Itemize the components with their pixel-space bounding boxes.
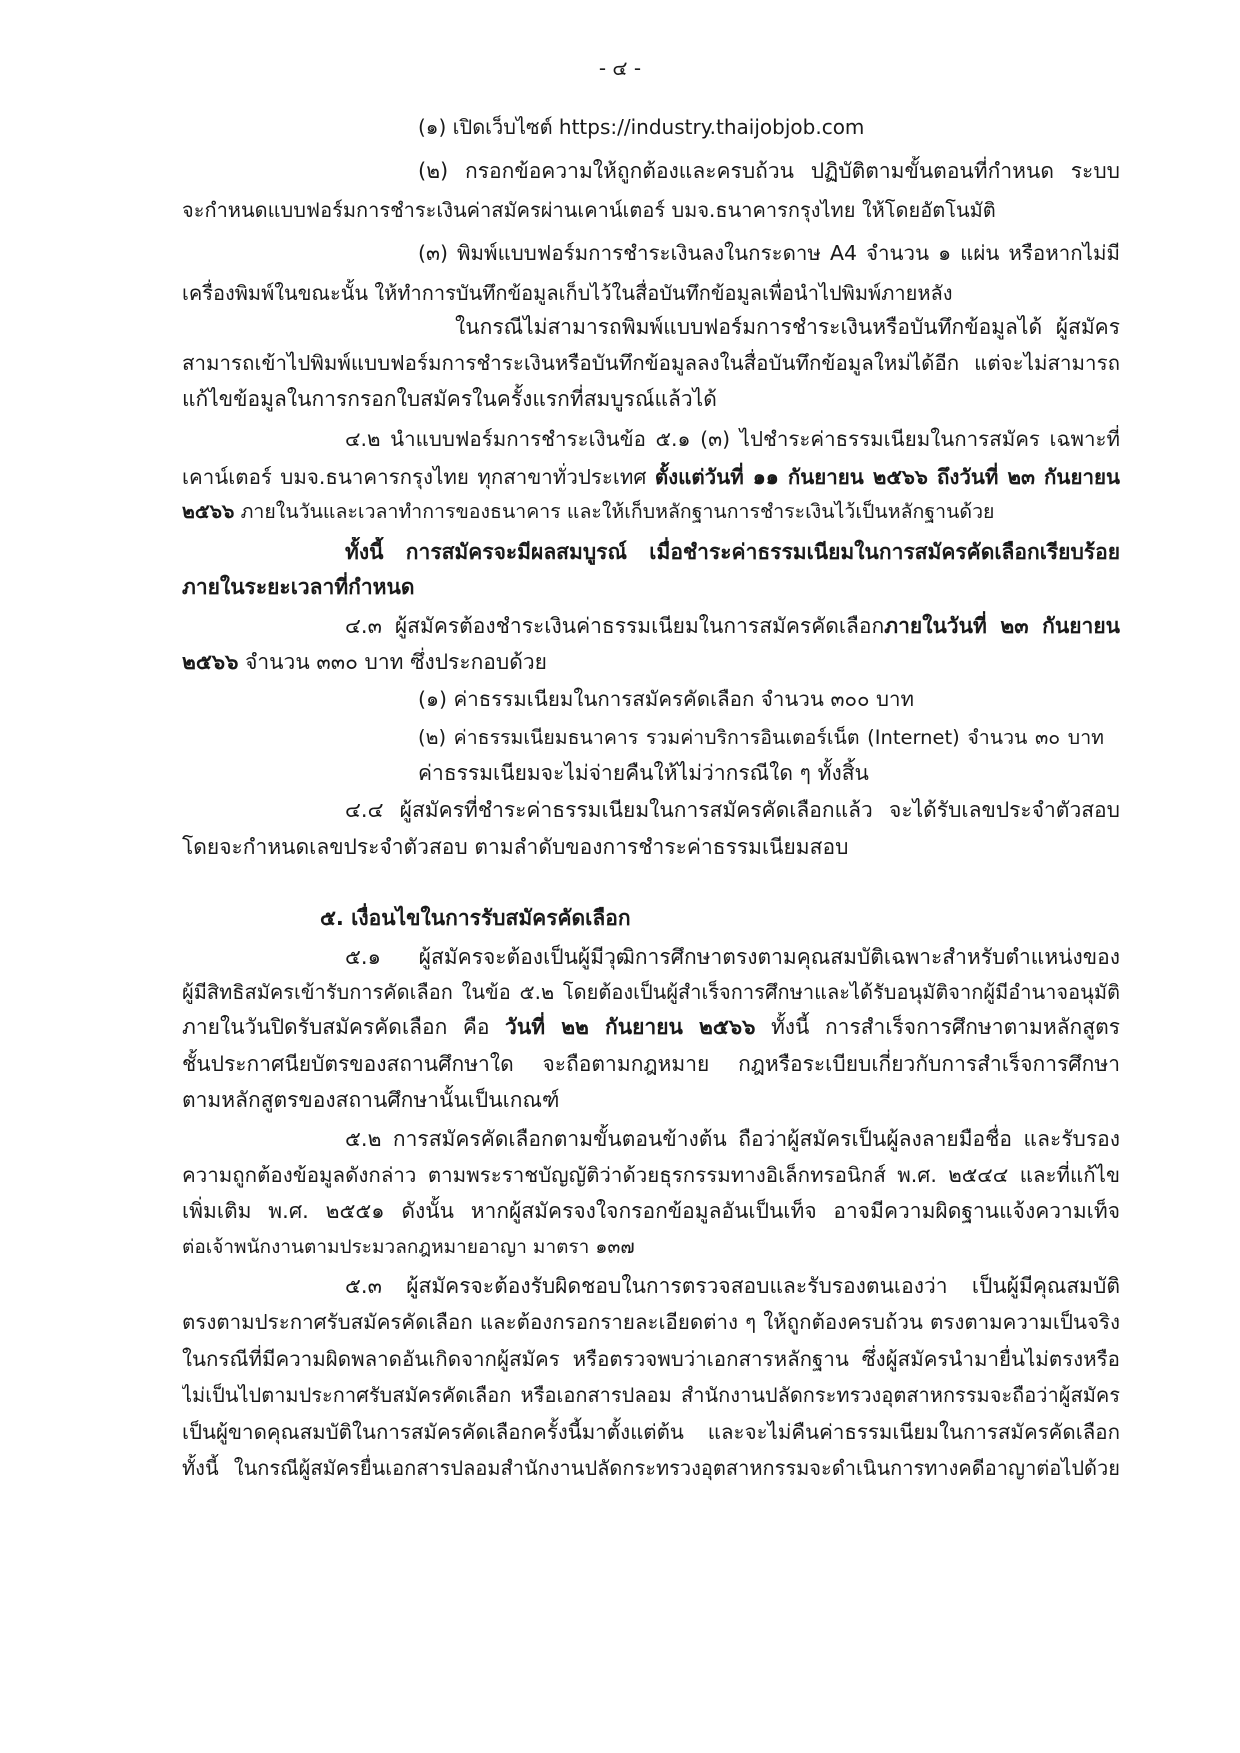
text-line bbox=[182, 1160, 1120, 1190]
text-line bbox=[182, 462, 1120, 492]
bold-text: ทั้งนี้ การสมัครจะมีผลสมบูรณ์ เมื่อชำระค่าธรรมเนียมในการสมัครคัดเลือกเรียบร้อย bbox=[345, 540, 1120, 564]
text-line bbox=[182, 1307, 1120, 1337]
text-line bbox=[182, 1344, 1120, 1374]
text-line bbox=[182, 832, 902, 862]
text-run: ทั้งนี้ ในกรณีผู้สมัครยื่นเอกสารปลอมสำนักงานปลัดกระทรวงอุตสาหกรรมจะดำเนินการทางคดีอาญาต่อไปด้วย bbox=[182, 1456, 1120, 1480]
text-line bbox=[418, 156, 1120, 186]
text-line bbox=[418, 758, 868, 788]
text-run: ๔.๔ ผู้สมัครที่ชำระค่าธรรมเนียมในการสมัครคัดเลือกแล้ว จะได้รับเลขประจำตัวสอบ bbox=[345, 798, 1120, 822]
text-run: สามารถเข้าไปพิมพ์แบบฟอร์มการชำระเงินหรือบันทึกข้อมูลลงในสื่อบันทึกข้อมูลใหม่ได้อีก แต่จะไม่สามารถ bbox=[182, 351, 1120, 375]
text-run: เป็นผู้ขาดคุณสมบัติในการสมัครคัดเลือกครั้งนี้มาตั้งแต่ต้น และจะไม่คืนค่าธรรมเนียมในการสมัครคัดเลือก bbox=[182, 1420, 1120, 1444]
text-run: (๑) เปิดเว็บไซต์ https://industry.thaijobjob.com bbox=[418, 115, 865, 139]
text-run: ไม่เป็นไปตามประกาศรับสมัครคัดเลือก หรือเอกสารปลอม สำนักงานปลัดกระทรวงอุตสาหกรรมจะถือว่าผู้สมัคร bbox=[182, 1383, 1120, 1407]
text-line bbox=[182, 572, 482, 602]
text-run: เคาน์เตอร์ บมจ.ธนาคารกรุงไทย ทุกสาขาทั่วประเทศ bbox=[182, 465, 655, 489]
text-run: เครื่องพิมพ์ในขณะนั้น ให้ทำการบันทึกข้อมูลเก็บไว้ในสื่อบันทึกข้อมูลเพื่อนำไปพิมพ์ภายหลัง bbox=[182, 281, 953, 305]
bold-text: ตั้งแต่วันที่ ๑๑ กันยายน ๒๕๖๖ ถึงวันที่ ๒๓ กันยายน bbox=[654, 465, 1120, 489]
bold-text: ๒๕๖๖ bbox=[182, 500, 235, 523]
text-line bbox=[345, 424, 1120, 454]
text-line bbox=[182, 1417, 1120, 1447]
page-number: - ๔ - bbox=[598, 56, 642, 80]
text-run: ในกรณีไม่สามารถพิมพ์แบบฟอร์มการชำระเงินหรือบันทึกข้อมูลได้ ผู้สมัคร bbox=[455, 315, 1120, 339]
text-run: ภายในวันและเวลาทำการของธนาคาร และให้เก็บหลักฐานการชำระเงินไว้เป็นหลักฐานด้วย bbox=[234, 500, 995, 523]
text-run: ๕.๒ การสมัครคัดเลือกตามขั้นตอนข้างต้น ถือว่าผู้สมัครเป็นผู้ลงลายมือชื่อ และรับรอง bbox=[345, 1127, 1120, 1151]
text-line bbox=[345, 942, 1120, 972]
text-run: ตรงตามประกาศรับสมัครคัดเลือก และต้องกรอกรายละเอียดต่าง ๆ ให้ถูกต้องครบถ้วน ตรงตามความเป็นจริง bbox=[182, 1310, 1120, 1334]
text-run: ๕.๑ ผู้สมัครจะต้องเป็นผู้มีวุฒิการศึกษาตรงตามคุณสมบัติเฉพาะสำหรับตำแหน่งของ bbox=[345, 945, 1120, 969]
bold-text: วันที่ ๒๒ กันยายน ๒๕๖๖ bbox=[505, 1015, 756, 1039]
text-line bbox=[182, 1196, 1120, 1226]
bold-text: ๒๕๖๖ bbox=[182, 650, 239, 674]
text-run: (๒) ค่าธรรมเนียมธนาคาร รวมค่าบริการอินเตอร์เน็ต (Internet) จำนวน ๓๐ บาท bbox=[418, 726, 1104, 749]
text-line bbox=[418, 723, 1104, 753]
text-run: แก้ไขข้อมูลในการกรอกใบสมัครในครั้งแรกที่สมบูรณ์แล้วได้ bbox=[182, 387, 717, 411]
bold-text: ๕. เงื่อนไขในการรับสมัครคัดเลือก bbox=[320, 906, 631, 930]
text-line bbox=[182, 1232, 642, 1262]
text-run: ทั้งนี้ การสำเร็จการศึกษาตามหลักสูตร bbox=[755, 1015, 1120, 1039]
text-run: ค่าธรรมเนียมจะไม่จ่ายคืนให้ไม่ว่ากรณีใด ๆ ทั้งสิ้น bbox=[418, 761, 869, 785]
text-run: เพิ่มเติม พ.ศ. ๒๕๕๑ ดังนั้น หากผู้สมัครจงใจกรอกข้อมูลอันเป็นเท็จ อาจมีความผิดฐานแจ้งความเท็จ bbox=[182, 1199, 1120, 1223]
text-line bbox=[345, 611, 1120, 641]
text-line bbox=[320, 903, 720, 933]
text-run: โดยจะกำหนดเลขประจำตัวสอบ ตามลำดับของการชำระค่าธรรมเนียมสอบ bbox=[182, 835, 849, 859]
text-line bbox=[455, 312, 1120, 342]
text-line bbox=[182, 384, 782, 414]
text-line bbox=[345, 1124, 1120, 1154]
text-line bbox=[182, 278, 962, 308]
text-line bbox=[345, 537, 1120, 567]
text-run: ๔.๒ นำแบบฟอร์มการชำระเงินข้อ ๕.๑ (๓) ไปชำระค่าธรรมเนียมในการสมัคร เฉพาะที่ bbox=[345, 427, 1120, 451]
text-line bbox=[418, 684, 918, 714]
text-line bbox=[418, 238, 1120, 268]
text-line bbox=[182, 497, 1002, 527]
text-line bbox=[182, 1380, 1120, 1410]
text-line bbox=[182, 1453, 1120, 1483]
text-line bbox=[182, 1085, 662, 1115]
text-line bbox=[182, 195, 1002, 225]
text-run: (๑) ค่าธรรมเนียมในการสมัครคัดเลือก จำนวน ๓๐๐ บาท bbox=[418, 687, 915, 711]
text-run: ตามหลักสูตรของสถานศึกษานั้นเป็นเกณฑ์ bbox=[182, 1088, 560, 1112]
text-line bbox=[345, 1271, 1120, 1301]
text-line bbox=[345, 795, 1120, 825]
text-run: ชั้นประกาศนียบัตรของสถานศึกษาใด จะถือตามกฎหมาย กฎหรือระเบียบเกี่ยวกับการสำเร็จการศึกษา bbox=[182, 1052, 1120, 1076]
text-line bbox=[182, 1049, 1120, 1079]
text-run: ผู้มีสิทธิสมัครเข้ารับการคัดเลือก ในข้อ ๕.๒ โดยต้องเป็นผู้สำเร็จการศึกษาและได้รับอนุมัติจากผู้มีอำนาจอนุมัติ bbox=[182, 980, 1120, 1004]
text-line bbox=[182, 647, 602, 677]
text-run: ๕.๓ ผู้สมัครจะต้องรับผิดชอบในการตรวจสอบและรับรองตนเองว่า เป็นผู้มีคุณสมบัติ bbox=[345, 1274, 1120, 1298]
text-line bbox=[182, 1012, 1120, 1042]
text-line bbox=[418, 112, 868, 142]
bold-text: ภายในระยะเวลาที่กำหนด bbox=[182, 575, 415, 599]
bold-text: ภายในวันที่ ๒๓ กันยายน bbox=[884, 614, 1120, 638]
text-run: ในกรณีที่มีความผิดพลาดอันเกิดจากผู้สมัคร หรือตรวจพบว่าเอกสารหลักฐาน ซึ่งผู้สมัครนำมายื่นไม่ตรงหรือ bbox=[182, 1347, 1120, 1371]
text-line bbox=[182, 977, 1120, 1007]
text-line bbox=[182, 348, 1120, 378]
text-run: จะกำหนดแบบฟอร์มการชำระเงินค่าสมัครผ่านเคาน์เตอร์ บมจ.ธนาคารกรุงไทย ให้โดยอัตโนมัติ bbox=[182, 198, 996, 222]
text-run: ต่อเจ้าพนักงานตามประมวลกฎหมายอาญา มาตรา ๑๓๗ bbox=[182, 1236, 635, 1258]
text-run: (๒) กรอกข้อความให้ถูกต้องและครบถ้วน ปฏิบัติตามขั้นตอนที่กำหนด ระบบ bbox=[418, 159, 1120, 183]
text-run: (๓) พิมพ์แบบฟอร์มการชำระเงินลงในกระดาษ A4 จำนวน ๑ แผ่น หรือหากไม่มี bbox=[418, 241, 1120, 265]
text-run: ภายในวันปิดรับสมัครคัดเลือก คือ bbox=[182, 1015, 506, 1039]
text-run: จำนวน ๓๓๐ บาท ซึ่งประกอบด้วย bbox=[238, 650, 547, 674]
text-run: ความถูกต้องข้อมูลดังกล่าว ตามพระราชบัญญัติว่าด้วยธุรกรรมทางอิเล็กทรอนิกส์ พ.ศ. ๒๕๔๔ และที่แก้ไข bbox=[182, 1163, 1120, 1187]
text-run: ๔.๓ ผู้สมัครต้องชำระเงินค่าธรรมเนียมในการสมัครคัดเลือก bbox=[345, 614, 885, 638]
